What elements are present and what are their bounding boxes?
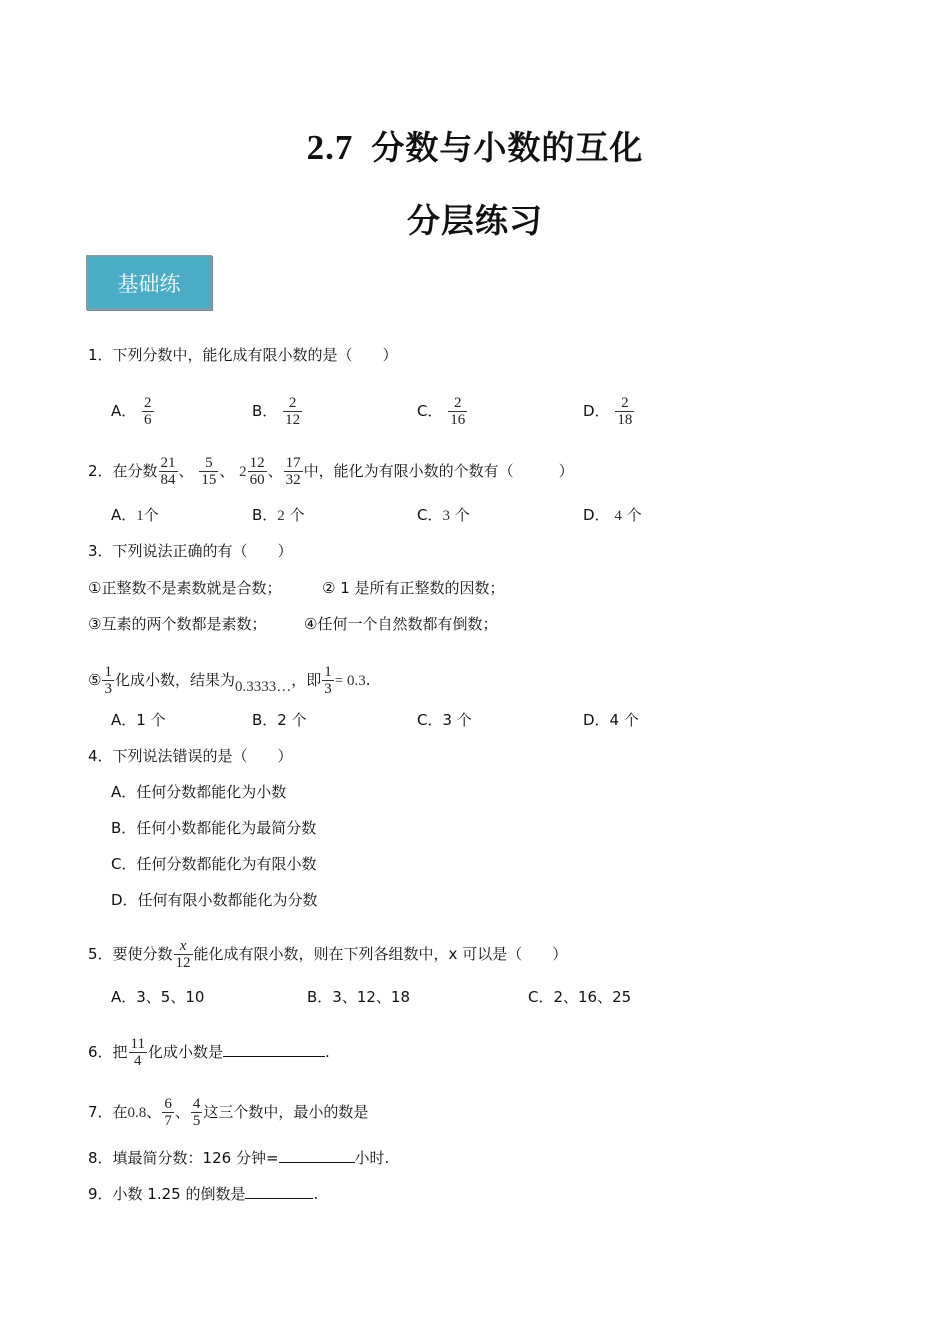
q2-option-a[interactable]: A．1个 (111, 506, 159, 524)
q9-stem: 9．小数 1.25 的倒数是 . (88, 1182, 318, 1204)
q5-option-c[interactable]: C．2、16、25 (528, 988, 632, 1006)
q4-option-a[interactable]: A．任何分数都能化为小数 (111, 783, 287, 801)
q5-option-a[interactable]: A．3、5、10 (111, 988, 205, 1006)
fraction: $\frac{2}{18}$ (617, 395, 633, 428)
option-label: D． (583, 402, 610, 420)
q2-option-c[interactable]: C．3 个 (417, 506, 470, 524)
q7-stem: 7．在0.8、 $\frac{6}{7}$ 、 $\frac{4}{5}$ 这三个数中，最小的数是 (88, 1096, 369, 1129)
q1-option-a[interactable] (111, 395, 155, 428)
fraction: $\frac{5}{15}$ (201, 455, 217, 488)
q2-stem: 2．在分数 $\frac{21}{84}$ 、 $\frac{5}{15}$ 、 2 $\frac{12}{60}$ 、 $\frac{17}{32}$ 中，能化为有限小数的个数有（ ） (88, 455, 574, 488)
q1-option-b[interactable] (252, 395, 303, 428)
q6-stem: 6．把 $\frac{11}{4}$ 化成小数是 . (88, 1036, 330, 1069)
q2-option-d[interactable]: D． 4 个 (583, 506, 642, 524)
fraction: $\frac{21}{84}$ (160, 455, 176, 488)
option-label: A． (111, 402, 137, 420)
fraction: $\frac{2}{6}$ (144, 395, 152, 428)
q1-option-c[interactable] (417, 395, 468, 428)
option-label: B． (252, 402, 278, 420)
q4-stem: 4．下列说法错误的是（ ） (88, 747, 293, 765)
q3-option-a[interactable]: A．1 个 (111, 711, 166, 729)
fraction: $\frac{1}{3}$ (104, 664, 112, 697)
title-number: 2.7 (306, 128, 354, 167)
q3-statement-4: ④任何一个自然数都有倒数； (304, 615, 498, 633)
q4-option-c[interactable]: C．任何分数都能化为有限小数 (111, 855, 317, 873)
fraction: $\frac{17}{32}$ (285, 455, 301, 488)
q3-statement-2: ② 1 是所有正整数的因数； (322, 579, 505, 597)
fraction: $\frac{4}{5}$ (192, 1096, 201, 1129)
fraction: $\frac{x}{12}$ (175, 938, 191, 971)
fraction: $\frac{11}{4}$ (130, 1036, 145, 1069)
q5-option-b[interactable]: B．3、12、18 (307, 988, 411, 1006)
q3-statement-3: ③互素的两个数都是素数； (88, 615, 267, 633)
fraction: $\frac{12}{60}$ (249, 455, 265, 488)
q1-option-d[interactable] (583, 395, 635, 428)
q3-statement-1: ①正整数不是素数就是合数； (88, 579, 282, 597)
fraction: $\frac{1}{3}$ (324, 664, 332, 697)
page-title (0, 122, 950, 169)
q3-option-c[interactable]: C．3 个 (417, 711, 472, 729)
fraction: $\frac{6}{7}$ (164, 1096, 172, 1129)
q4-option-b[interactable]: B．任何小数都能化为最简分数 (111, 819, 317, 837)
q2-option-b[interactable]: B．2 个 (252, 506, 305, 524)
q1-stem: 1．下列分数中，能化成有限小数的是（ ） (88, 346, 398, 364)
q8-answer-blank[interactable] (279, 1146, 355, 1163)
section-badge: 基础练 (86, 255, 212, 310)
q3-option-d[interactable]: D．4 个 (583, 711, 639, 729)
title-text: 分数与小数的互化 (371, 128, 644, 167)
fraction: $\frac{2}{16}$ (450, 395, 466, 428)
option-label: C． (417, 402, 443, 420)
q4-option-d[interactable]: D．任何有限小数都能化为分数 (111, 891, 318, 909)
fraction: $\frac{2}{12}$ (285, 395, 301, 428)
q6-answer-blank[interactable] (223, 1040, 325, 1057)
q3-statement-5: ⑤ $\frac{1}{3}$ 化成小数，结果为0.3333…，即 $\frac{1}{3}$ = 0.3. (88, 664, 371, 697)
page-subtitle: 分层练习 (407, 201, 543, 240)
q3-option-b[interactable]: B．2 个 (252, 711, 307, 729)
q3-stem: 3．下列说法正确的有（ ） (88, 542, 293, 560)
q8-stem: 8．填最简分数：126 分钟= 小时. (88, 1146, 389, 1168)
q5-stem: 5．要使分数 $\frac{x}{12}$ 能化成有限小数，则在下列各组数中，x 可以是（ ） (88, 938, 568, 971)
q9-answer-blank[interactable] (245, 1182, 313, 1199)
